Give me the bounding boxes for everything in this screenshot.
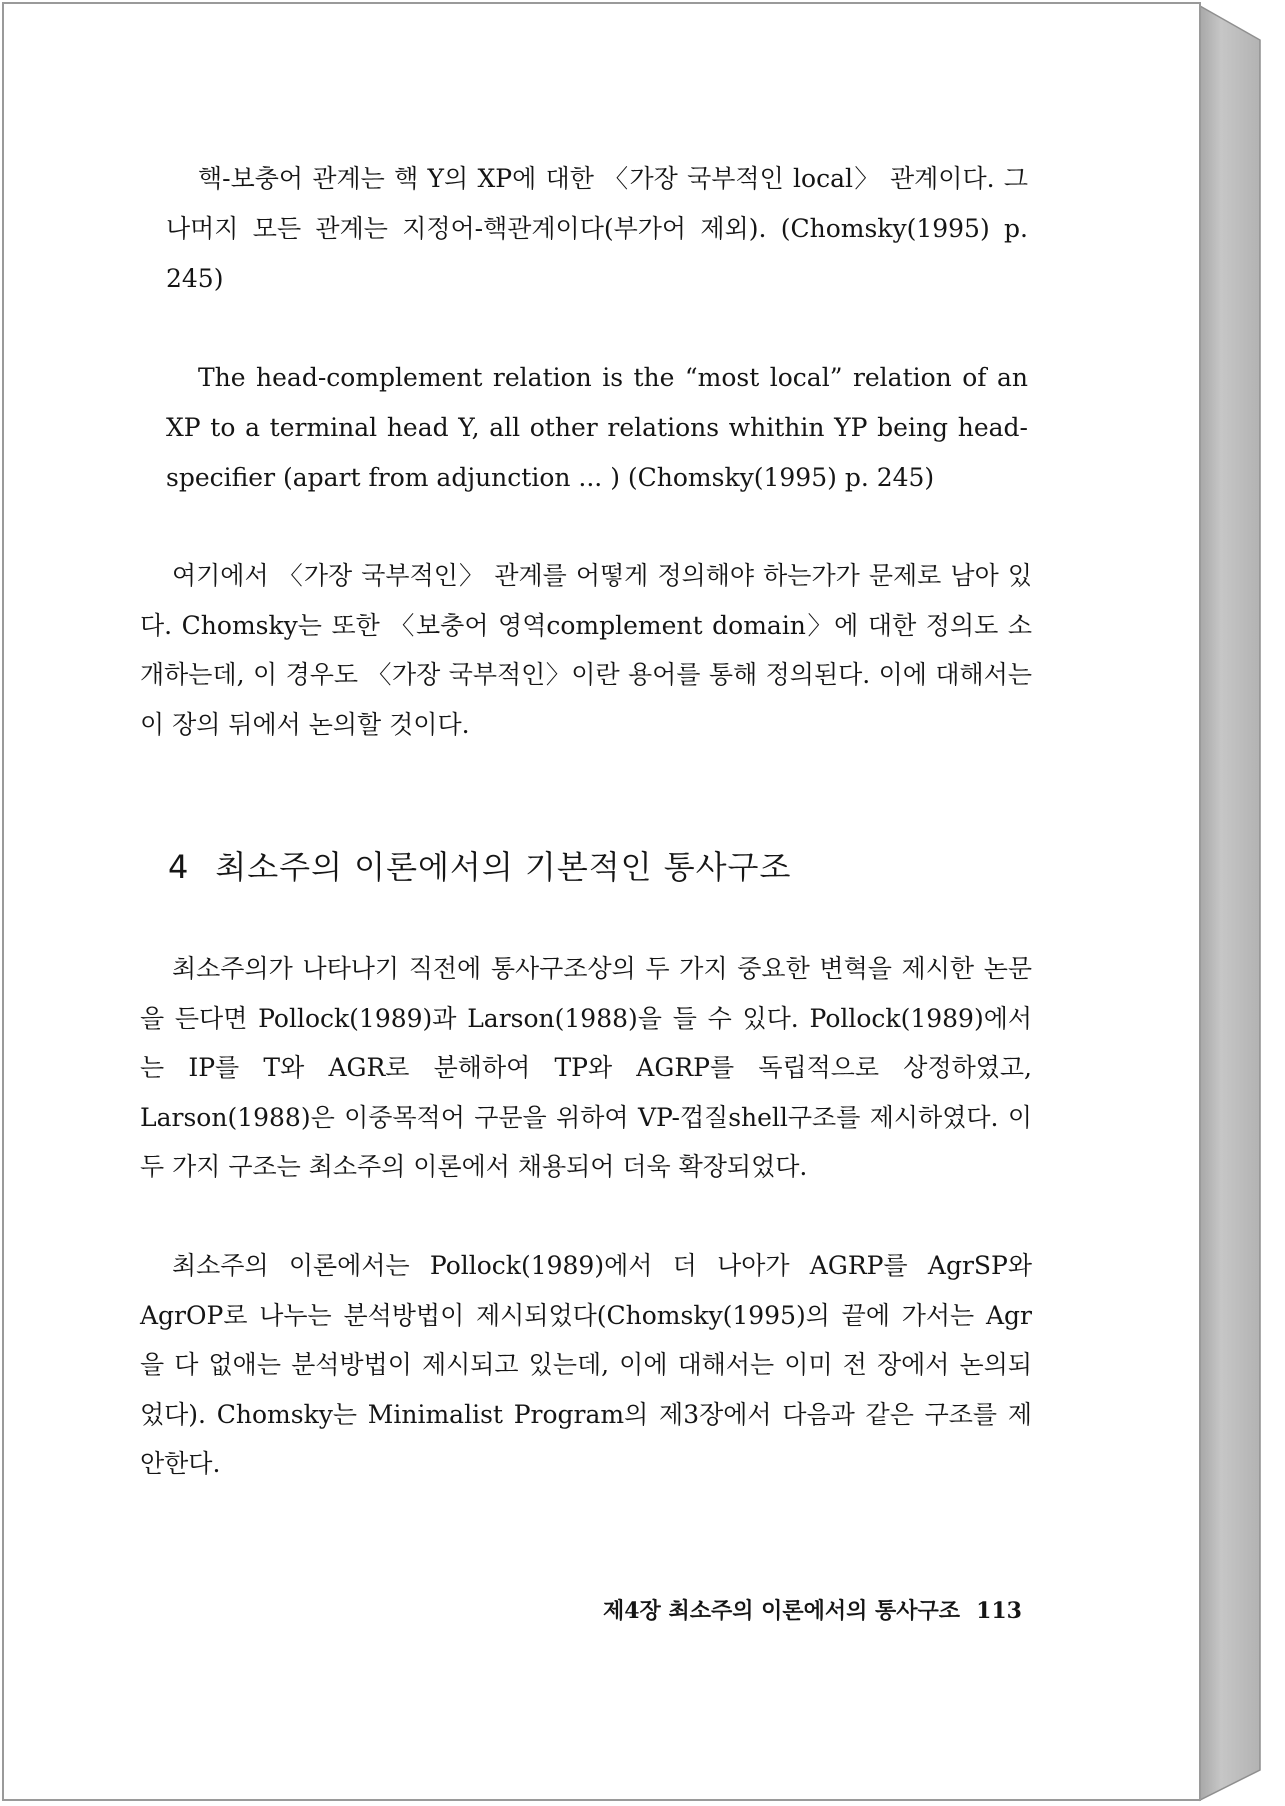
quote-english: The head-complement relation is the “most local” relation of an XP to a terminal head Y, all other relations whithin YP being head-specifier (apart from adjunction ... ) (Chomsky(1995) p. 245) — [166, 363, 1028, 492]
paragraph-agr-split: 최소주의 이론에서는 Pollock(1989)에서 더 나아가 AGRP를 AgrSP와 AgrOP로 나누는 분석방법이 제시되었다(Chomsky(1995)의 끝에 가서는 Agr을 다 없애는 분석방법이 제시되고 있는데, 이에 대해서는 이미 전 장에서 논의되었다). Chomsky는 Minimalist Program의 제3장에서 다음과 같은 구조를 제안한다. — [140, 1251, 1032, 1478]
section-title: 최소주의 이론에서의 기본적인 통사구조 — [215, 848, 792, 886]
page-number: 113 — [976, 1598, 1022, 1624]
paragraph-local-relation: 여기에서 〈가장 국부적인〉 관계를 어떻게 정의해야 하는가가 문제로 남아 있다. Chomsky는 또한 〈보충어 영역complement domain〉에 대한 정의도 소개하는데, 이 경우도 〈가장 국부적인〉이란 용어를 통해 정의된다. 이에 대해서는 이 장의 뒤에서 논의할 것이다. — [140, 561, 1032, 739]
book-spine-edge — [1200, 6, 1260, 1800]
book-page — [6, 6, 1200, 1798]
section-number: 4 — [168, 848, 190, 886]
section-heading — [168, 842, 791, 888]
running-chapter-title: 제4장 최소주의 이론에서의 통사구조 — [602, 1598, 961, 1624]
page-footer — [603, 1594, 1022, 1625]
paragraph-syntax-changes: 최소주의가 나타나기 직전에 통사구조상의 두 가지 중요한 변혁을 제시한 논문을 든다면 Pollock(1989)과 Larson(1988)을 들 수 있다. Pollock(1989)에서는 IP를 T와 AGR로 분해하여 TP와 AGRP를 독립적으로 상정하였고, Larson(1988)은 이중목적어 구문을 위하여 VP-껍질shell구조를 제시하였다. 이 두 가지 구조는 최소주의 이론에서 채용되어 더욱 확장되었다. — [140, 954, 1032, 1181]
quote-korean: 핵-보충어 관계는 핵 Y의 XP에 대한 〈가장 국부적인 local〉 관계이다. 그 나머지 모든 관계는 지정어-핵관계이다(부가어 제외). (Chomsky(1995) p. 245) — [166, 164, 1028, 293]
